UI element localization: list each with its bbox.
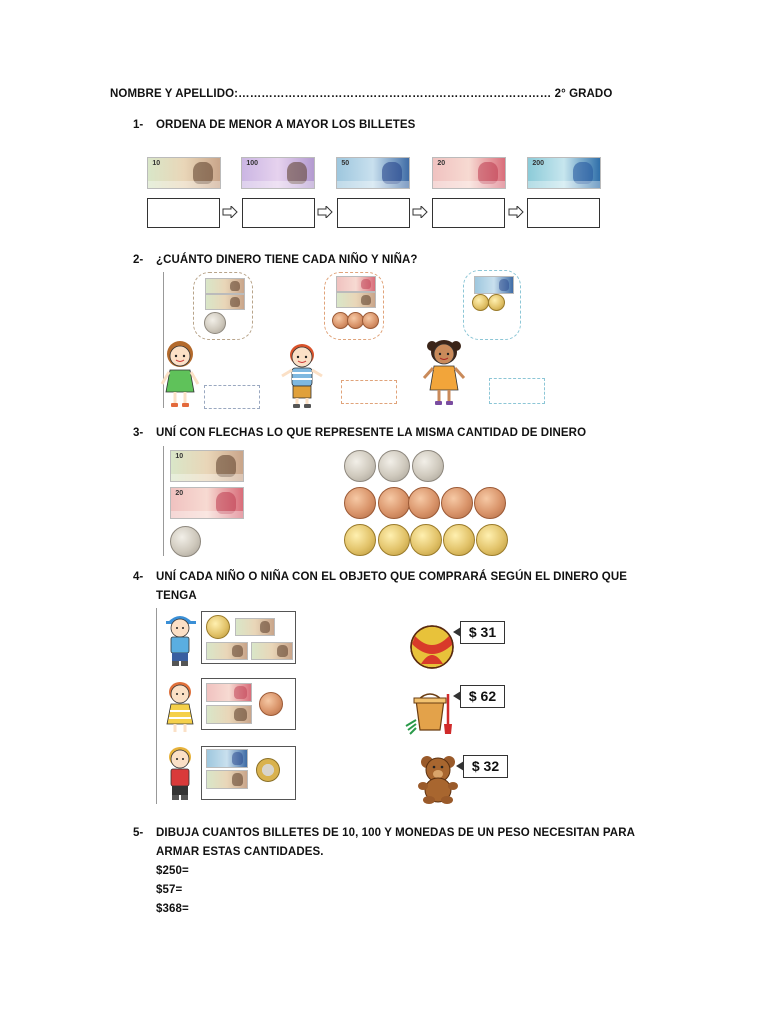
coin-icon [488, 294, 505, 311]
coin-icon [362, 312, 379, 329]
coin-icon [474, 487, 506, 519]
q1-answer-box-4[interactable] [432, 198, 505, 228]
bill-20-icon [336, 276, 376, 292]
bill-10-icon [206, 705, 252, 724]
q5-instruction-line-1: DIBUJA CUANTOS BILLETES DE 10, 100 Y MONEDAS DE UN PESO NECESITAN PARA [156, 827, 636, 839]
coin-icon [408, 487, 440, 519]
sand-bucket-icon [404, 690, 460, 736]
q2-answer-box-girl-2[interactable] [489, 378, 545, 404]
coin-icon [410, 524, 442, 556]
q1-instruction: ORDENA DE MENOR A MAYOR LOS BILLETES [156, 119, 416, 131]
coin-icon [412, 450, 444, 482]
coin-icon [378, 524, 410, 556]
coin-icon [206, 615, 230, 639]
arrow-right-icon [317, 206, 333, 218]
boy-cap-icon [160, 610, 200, 668]
q3-instruction: UNÍ CON FLECHAS LO QUE REPRESENTE LA MISMA CANTIDAD DE DINERO [156, 427, 587, 439]
coin-icon [378, 487, 410, 519]
coin-icon [443, 524, 475, 556]
bill-10-icon [251, 642, 293, 660]
coin-icon [476, 524, 508, 556]
q5-amount-368: $368= [156, 903, 189, 915]
bill-100-icon: 100 [241, 157, 315, 189]
q5-number: 5- [133, 827, 144, 839]
price-tag-ball: $ 31 [460, 621, 505, 644]
teddy-bear-icon [415, 754, 461, 804]
q1-answer-box-2[interactable] [242, 198, 315, 228]
arrow-right-icon [508, 206, 524, 218]
bill-20-icon [206, 683, 252, 702]
q5-instruction-line-2: ARMAR ESTAS CANTIDADES. [156, 846, 324, 858]
q2-answer-box-boy[interactable] [341, 380, 397, 404]
q5-amount-250: $250= [156, 865, 189, 877]
coin-icon [344, 524, 376, 556]
arrow-right-icon [412, 206, 428, 218]
q4-instruction-line-2: TENGA [156, 590, 197, 602]
coin-icon [256, 758, 280, 782]
bill-10-icon [336, 292, 376, 308]
coin-icon [170, 526, 201, 557]
bill-20-icon: 20 [170, 487, 244, 519]
bill-20-icon: 20 [432, 157, 506, 189]
q1-answer-box-3[interactable] [337, 198, 410, 228]
coin-icon [344, 487, 376, 519]
bill-10-icon [206, 642, 248, 660]
q1-answer-box-5[interactable] [527, 198, 600, 228]
girl-orange-dress-icon [422, 336, 466, 406]
bill-10-icon [206, 770, 248, 789]
bill-50-icon [206, 749, 248, 768]
q5-amount-57: $57= [156, 884, 183, 896]
coin-icon [378, 450, 410, 482]
bill-10-icon [235, 618, 275, 636]
q1-answer-box-1[interactable] [147, 198, 220, 228]
price-tag-bear: $ 32 [463, 755, 508, 778]
girl-striped-dress-icon [160, 678, 200, 736]
bill-10-icon: 10 [170, 450, 244, 482]
bill-10-icon [205, 294, 245, 310]
q4-number: 4- [133, 571, 144, 583]
bill-10-icon [205, 278, 245, 294]
q2-answer-box-girl-1[interactable] [204, 385, 260, 409]
coin-icon [344, 450, 376, 482]
girl-green-dress-icon [160, 340, 200, 408]
coin-icon [441, 487, 473, 519]
q2-number: 2- [133, 254, 144, 266]
q2-instruction: ¿CUÁNTO DINERO TIENE CADA NIÑO Y NIÑA? [156, 254, 418, 266]
price-tag-bucket: $ 62 [460, 685, 505, 708]
bill-10-icon: 10 [147, 157, 221, 189]
boy-striped-shirt-icon [280, 342, 324, 408]
q1-number: 1- [133, 119, 144, 131]
boy-red-shirt-icon [160, 744, 200, 802]
q4-instruction-line-1: UNÍ CADA NIÑO O NIÑA CON EL OBJETO QUE COMPRARÁ SEGÚN EL DINERO QUE [156, 571, 628, 583]
bill-200-icon: 200 [527, 157, 601, 189]
q3-number: 3- [133, 427, 144, 439]
ball-icon [409, 624, 455, 670]
arrow-right-icon [222, 206, 238, 218]
q3-left-border [163, 446, 164, 556]
bill-50-icon [474, 276, 514, 294]
coin-icon [259, 692, 283, 716]
bill-50-icon: 50 [336, 157, 410, 189]
header-name-line: NOMBRE Y APELLIDO:……………………………………………………………………… 2° GRADO [110, 88, 613, 100]
coin-icon [204, 312, 226, 334]
coin-icon [472, 294, 489, 311]
q4-left-border [156, 608, 157, 804]
